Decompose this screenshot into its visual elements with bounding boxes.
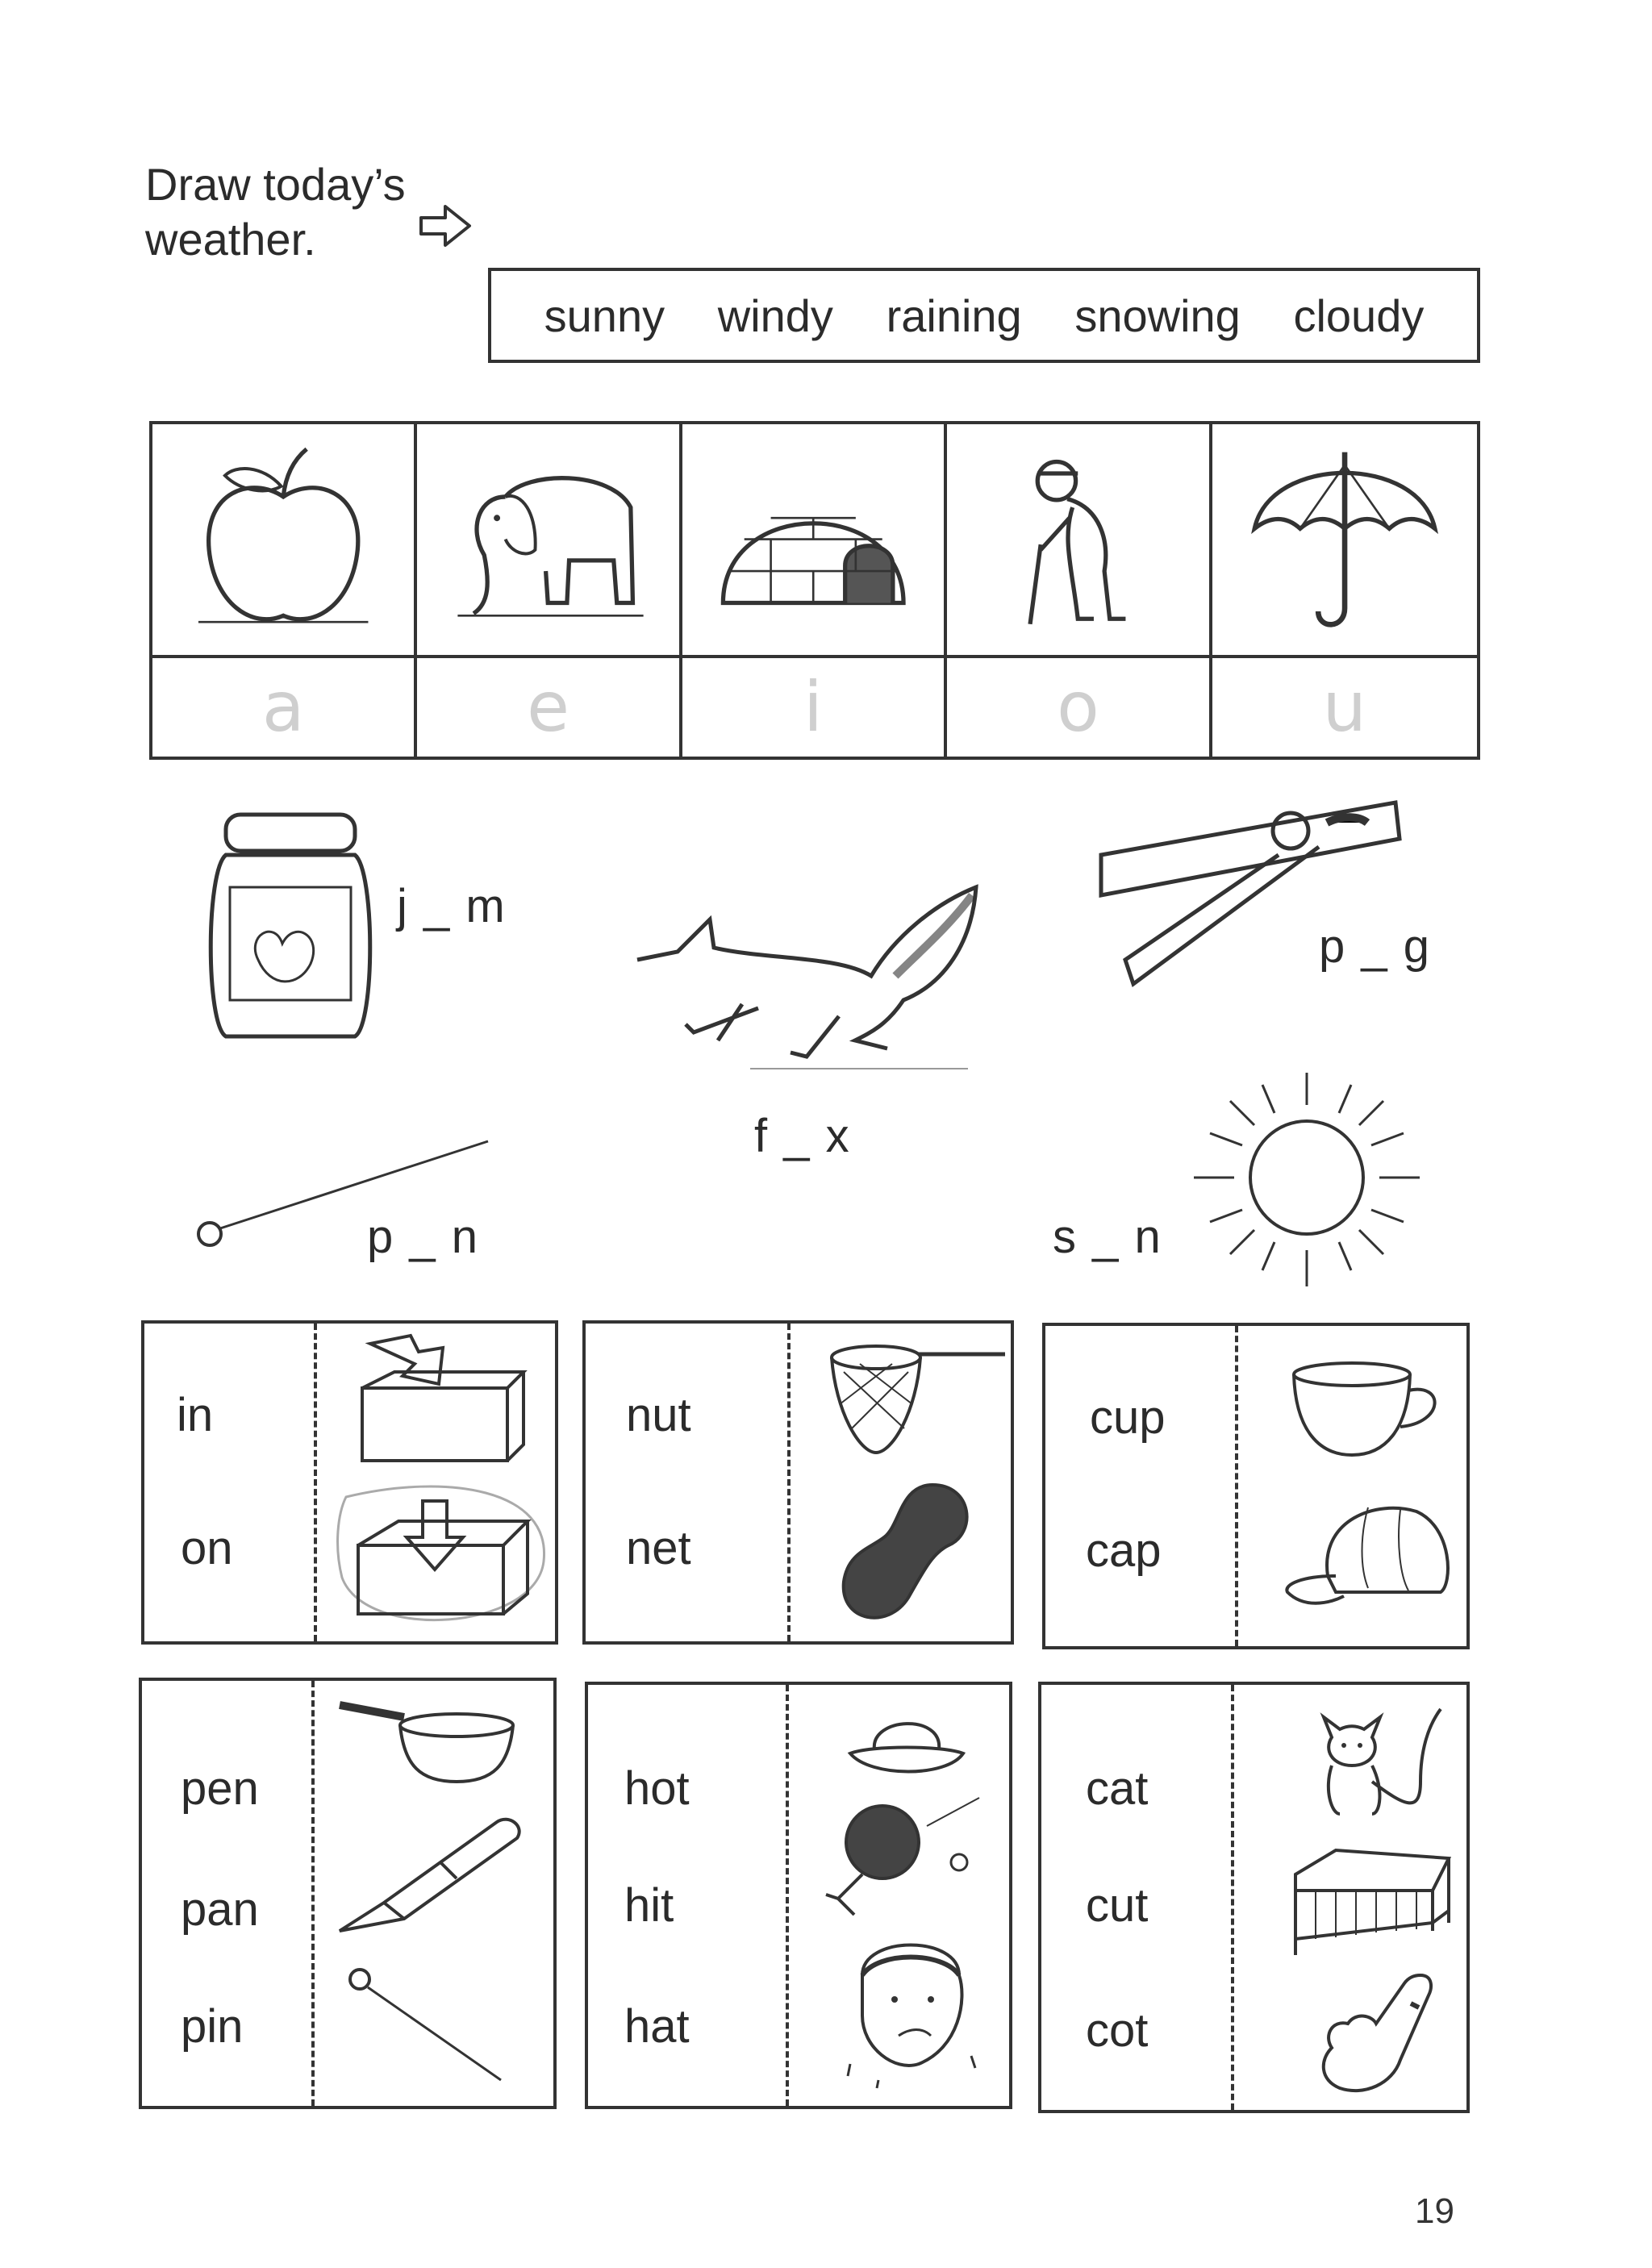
cvc-word-peg: p _ g [1319, 920, 1431, 973]
vowel-letter-o: o [1057, 667, 1099, 748]
box-arrow-in-icon [346, 1332, 540, 1469]
match-word: net [626, 1522, 691, 1574]
vowel-letter-cell [1212, 658, 1477, 757]
match-word: cat [1086, 1762, 1149, 1815]
box-arrow-on-icon [334, 1481, 552, 1634]
weather-word-raining: raining [886, 290, 1022, 341]
umbrella-icon [1223, 433, 1466, 645]
arrow-right-icon [418, 202, 474, 250]
match-box-pen-pan-pin [139, 1678, 557, 2109]
match-box-in-on [141, 1320, 558, 1645]
fox-icon [629, 855, 992, 1081]
match-box-hot-hit-hat [585, 1682, 1012, 2109]
hit-ball-icon [822, 1794, 983, 1923]
dashed-divider [1235, 1326, 1238, 1646]
weather-word-cloudy: cloudy [1293, 290, 1425, 341]
vowel-letter-cell [417, 658, 682, 757]
vowel-letter-i: i [803, 667, 823, 748]
pin-small-icon [348, 1967, 509, 2088]
vowel-letter-cell [682, 658, 947, 757]
page-number: 19 [1415, 2191, 1454, 2231]
vowel-letter-cell [152, 658, 417, 757]
vowel-picture-cell [152, 424, 417, 658]
vowel-picture-cell [682, 424, 947, 658]
pen-icon [336, 1810, 529, 1939]
jam-jar-icon [202, 807, 379, 1049]
igloo-icon [693, 433, 933, 645]
vowel-picture-cell [417, 424, 682, 658]
cvc-word-fox: f _ x [754, 1110, 851, 1162]
pan-icon [336, 1693, 521, 1790]
dashed-divider [314, 1324, 317, 1641]
match-word: cot [1086, 2004, 1149, 2057]
sun-icon [1174, 1057, 1432, 1299]
cot-icon [1287, 1834, 1457, 1967]
cvc-word-jam: j _ m [397, 880, 507, 932]
cap-icon [1279, 1495, 1457, 1616]
weather-word-windy: windy [717, 290, 833, 341]
net-icon [828, 1340, 1009, 1461]
match-word: cup [1090, 1391, 1166, 1444]
instruction-line-1: Draw today’s [145, 159, 406, 210]
cat-icon [1308, 1701, 1453, 1822]
match-word: pin [181, 2000, 244, 2053]
match-word: cut [1086, 1879, 1149, 1932]
weather-word-sunny: sunny [544, 290, 665, 341]
hot-face-icon [830, 1927, 991, 2092]
cup-icon [1287, 1358, 1449, 1463]
hat-icon [846, 1701, 967, 1782]
dashed-divider [787, 1324, 791, 1641]
elephant-icon [428, 433, 668, 645]
dashed-divider [311, 1681, 315, 2106]
match-word: nut [626, 1389, 691, 1441]
vowel-letter-e: e [527, 667, 570, 748]
dashed-divider [786, 1685, 789, 2106]
match-word: cap [1086, 1524, 1162, 1577]
instruction-line-2: weather. [145, 214, 316, 265]
vowel-picture-cell [947, 424, 1212, 658]
match-word: hit [624, 1879, 674, 1932]
cvc-word-sun: s _ n [1053, 1211, 1162, 1263]
old-man-icon [957, 433, 1198, 645]
vowel-letter-u: u [1322, 667, 1367, 748]
match-word: hot [624, 1762, 690, 1815]
match-word: in [177, 1389, 214, 1441]
match-box-nut-net [582, 1320, 1014, 1645]
cvc-word-pin: p _ n [367, 1211, 479, 1263]
match-word: pen [181, 1762, 259, 1815]
peanut-icon [836, 1477, 977, 1626]
instruction-text [145, 157, 406, 267]
weather-word-box [488, 268, 1480, 363]
match-word: pan [181, 1883, 259, 1936]
vowel-letter-a: a [261, 667, 305, 748]
match-word: on [181, 1522, 233, 1574]
weather-word-snowing: snowing [1074, 290, 1241, 341]
match-box-cat-cut-cot [1038, 1682, 1470, 2113]
dashed-divider [1231, 1685, 1234, 2110]
vowel-letter-cell [947, 658, 1212, 757]
cut-finger-icon [1316, 1971, 1445, 2100]
vowel-table [149, 421, 1480, 760]
match-box-cup-cap [1042, 1323, 1470, 1649]
vowel-picture-cell [1212, 424, 1477, 658]
match-word: hat [624, 2000, 690, 2053]
apple-icon [163, 433, 403, 645]
